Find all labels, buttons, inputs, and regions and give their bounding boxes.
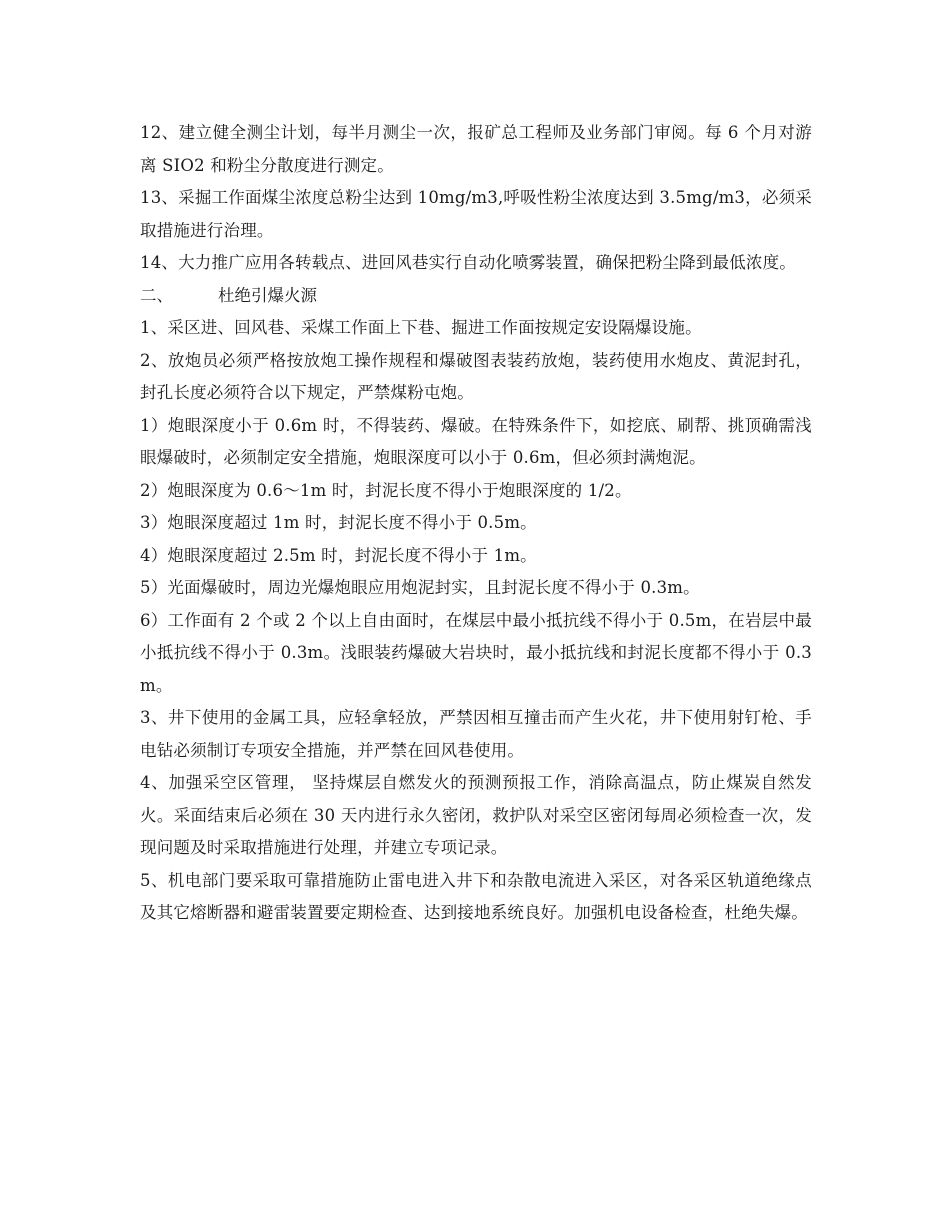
paragraph-item-4: 4、加强采空区管理， 坚持煤层自燃发火的预测预报工作，消除高温点，防止煤炭自然发火。采面结束后必须在 30 天内进行永久密闭，救护队对采空区密闭每周必须检查一次，发现问题及时采取措施进行处理，并建立专项记录。 — [140, 773, 812, 857]
paragraph-item-3: 3、井下使用的金属工具，应轻拿轻放，严禁因相互撞击而产生火花，井下使用射钉枪、手电钻必须制订专项安全措施，并严禁在回风巷使用。 — [140, 708, 812, 760]
section-number: 二、 — [140, 285, 173, 305]
paragraph-item-5: 5、机电部门要采取可靠措施防止雷电进入井下和杂散电流进入采区，对各采区轨道绝缘点及其它熔断器和避雷装置要定期检查、达到接地系统良好。加强机电设备检查，杜绝失爆。 — [140, 870, 812, 922]
document-body — [140, 117, 812, 930]
paragraph-item-14: 14、大力推广应用各转载点、进回风巷实行自动化喷雾装置，确保把粉尘降到最低浓度。 — [140, 253, 796, 272]
subitem-6: 6）工作面有 2 个或 2 个以上自由面时，在煤层中最小抵抗线不得小于 0.5m，在岩层中最小抵抗线不得小于 0.3m。浅眼装药爆破大岩块时，最小抵抗线和封泥长度都不得小于 0.3m。 — [140, 610, 812, 695]
section-heading — [140, 280, 812, 313]
subitem-5: 5）光面爆破时，周边光爆炮眼应用炮泥封实，且封泥长度不得小于 0.3m。 — [140, 578, 700, 597]
paragraph-item-2: 2、放炮员必须严格按放炮工操作规程和爆破图表装药放炮，装药使用水炮皮、黄泥封孔，封孔长度必须符合以下规定，严禁煤粉屯炮。 — [140, 350, 812, 402]
paragraph-item-13: 13、采掘工作面煤尘浓度总粉尘达到 10mg/m3,呼吸性粉尘浓度达到 3.5mg/m3，必须采取措施进行治理。 — [140, 188, 812, 240]
paragraph-item-12: 12、建立健全测尘计划，每半月测尘一次，报矿总工程师及业务部门审阅。每 6 个月对游离 SIO2 和粉尘分散度进行测定。 — [140, 123, 812, 175]
subitem-1: 1）炮眼深度小于 0.6m 时，不得装药、爆破。在特殊条件下，如挖底、刷帮、挑顶确需浅眼爆破时，必须制定安全措施，炮眼深度可以小于 0.6m，但必须封满炮泥。 — [140, 415, 812, 467]
paragraph-item-1: 1、采区进、回风巷、采煤工作面上下巷、掘进工作面按规定安设隔爆设施。 — [140, 318, 702, 337]
subitem-3: 3）炮眼深度超过 1m 时，封泥长度不得小于 0.5m。 — [140, 513, 537, 532]
section-title: 杜绝引爆火源 — [218, 285, 317, 305]
subitem-4: 4）炮眼深度超过 2.5m 时，封泥长度不得小于 1m。 — [140, 545, 537, 565]
subitem-2: 2）炮眼深度为 0.6～1m 时，封泥长度不得小于炮眼深度的 1/2。 — [140, 480, 632, 500]
